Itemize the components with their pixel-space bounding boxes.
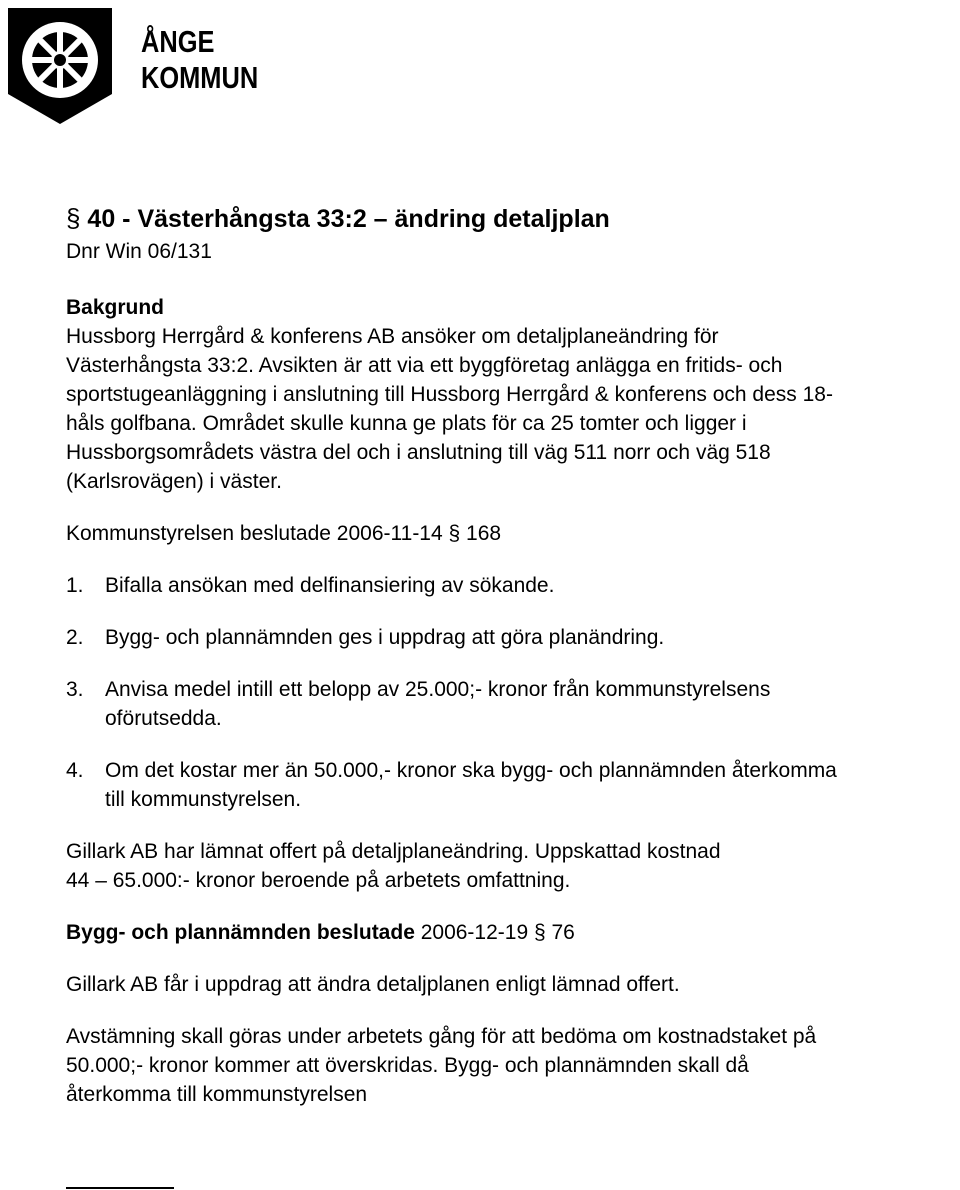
text-line: Hussborg Herrgård & konferens AB ansöker om detaljplaneändring för bbox=[66, 325, 719, 348]
text-line: sportstugeanläggning i anslutning till Hussborg Herrgård & konferens och dess 18- bbox=[66, 383, 833, 406]
reconcile-paragraph bbox=[66, 1022, 946, 1109]
text-line: (Karlsrovägen) i väster. bbox=[66, 470, 282, 493]
logo-line: ÅNGE bbox=[141, 24, 215, 59]
background-paragraph bbox=[66, 322, 946, 496]
document-body bbox=[66, 200, 946, 1109]
item-text: Bifalla ansökan med delfinansiering av sökande. bbox=[105, 574, 555, 597]
bpn-decision-label: Bygg- och plannämnden beslutade bbox=[66, 921, 415, 944]
logo-line: KOMMUN bbox=[141, 60, 259, 95]
text-line: Anvisa medel intill ett belopp av 25.000;- kronor från kommunstyrelsens bbox=[105, 678, 771, 701]
text-line: 50.000;- kronor kommer att överskridas. Bygg- och plannämnden skall då bbox=[66, 1054, 749, 1077]
text-line: Västerhångsta 33:2. Avsikten är att via ett byggföretag anlägga en fritids- och bbox=[66, 354, 783, 377]
text-line: Avstämning skall göras under arbetets gång för att bedöma om kostnadstaket på bbox=[66, 1025, 817, 1048]
bpn-decision bbox=[66, 918, 946, 947]
offer-paragraph bbox=[66, 837, 946, 895]
list-item bbox=[66, 756, 946, 814]
page-title bbox=[66, 200, 946, 237]
list-item bbox=[66, 675, 946, 733]
bpn-decision-number: 76 bbox=[545, 921, 575, 944]
text-line: håls golfbana. Området skulle kunna ge plats för ca 25 tomter och ligger i bbox=[66, 412, 747, 435]
bpn-decision-date: 2006-12-19 bbox=[414, 921, 534, 944]
item-number: 3. bbox=[66, 678, 84, 701]
list-item bbox=[66, 571, 946, 600]
text-line: Hussborgsområdets västra del och i anslutning till väg 511 norr och väg 518 bbox=[66, 441, 771, 464]
background-heading: Bakgrund bbox=[66, 296, 165, 319]
text-line: 44 – 65.000:- kronor beroende på arbetets omfattning. bbox=[66, 869, 571, 892]
item-number: 4. bbox=[66, 759, 84, 782]
item-number: 1. bbox=[66, 574, 84, 597]
item-text bbox=[105, 756, 946, 814]
ks-decision-text: Kommunstyrelsen beslutade 2006-11-14 bbox=[66, 522, 449, 545]
text-line: Gillark AB har lämnat offert på detaljplaneändring. Uppskattad kostnad bbox=[66, 840, 721, 863]
list-item bbox=[66, 623, 946, 652]
ks-decision bbox=[66, 519, 946, 548]
item-number: 2. bbox=[66, 626, 84, 649]
kommun-logo-text bbox=[141, 24, 258, 96]
reference-number: Dnr Win 06/131 bbox=[66, 240, 212, 263]
assignment-paragraph: Gillark AB får i uppdrag att ändra detaljplanen enligt lämnad offert. bbox=[66, 973, 680, 996]
signature-rule bbox=[66, 1187, 174, 1189]
kommun-logo-icon bbox=[4, 4, 116, 128]
section-symbol: § bbox=[533, 921, 546, 944]
text-line: oförutsedda. bbox=[105, 707, 222, 730]
section-symbol: § bbox=[66, 203, 81, 233]
text-line: återkomma till kommunstyrelsen bbox=[66, 1083, 368, 1106]
ks-decision-number: 168 bbox=[460, 522, 502, 545]
title-text: 40 - Västerhångsta 33:2 – ändring detaljplan bbox=[87, 205, 610, 233]
item-text bbox=[105, 675, 946, 733]
text-line: till kommunstyrelsen. bbox=[105, 788, 302, 811]
section-symbol: § bbox=[448, 522, 461, 545]
item-text: Bygg- och plannämnden ges i uppdrag att göra planändring. bbox=[105, 626, 665, 649]
text-line: Om det kostar mer än 50.000,- kronor ska bygg- och plannämnden återkomma bbox=[105, 759, 837, 782]
